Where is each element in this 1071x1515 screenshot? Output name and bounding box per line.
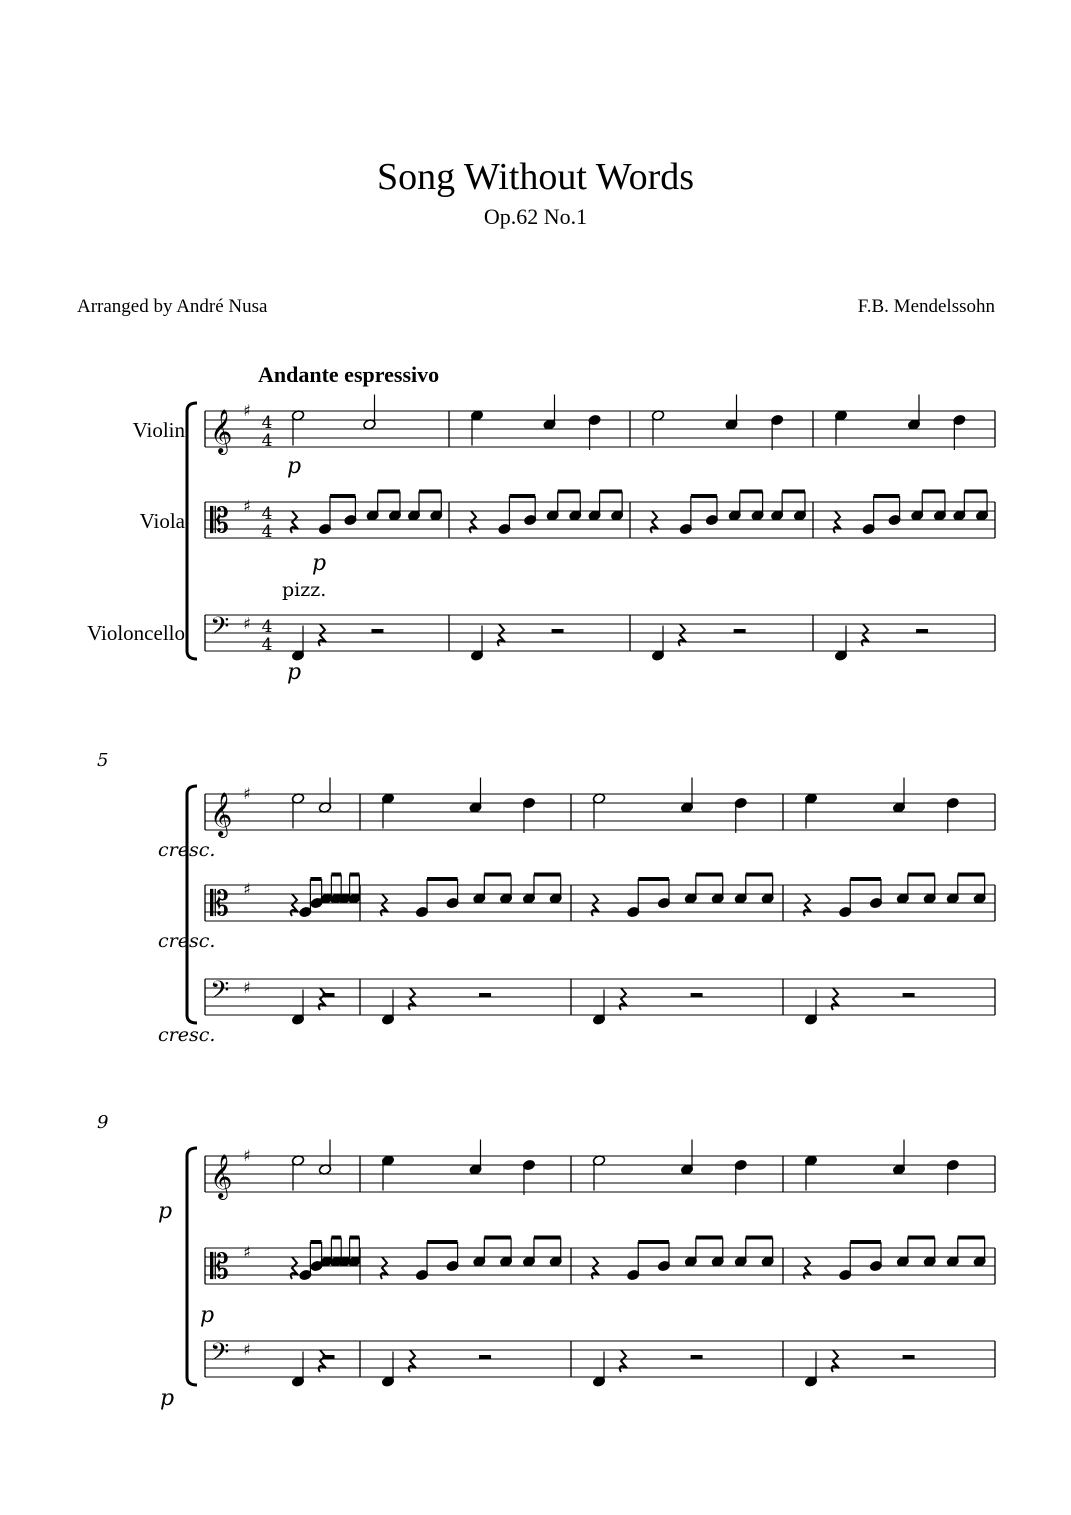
half-rest xyxy=(734,629,746,633)
quarter-rest xyxy=(381,1257,388,1279)
alto-clef: 𝄡 xyxy=(210,1247,229,1287)
quarter-rest xyxy=(291,1257,298,1279)
opus-subtitle: Op.62 No.1 xyxy=(483,204,588,229)
treble-clef: 𝄞 xyxy=(210,792,233,836)
instrument-label-violoncello: Violoncello xyxy=(87,621,185,645)
sharp-sign: ♯ xyxy=(243,401,251,420)
instrument-label-viola: Viola xyxy=(139,509,185,533)
half-rest xyxy=(371,629,383,633)
quarter-rest xyxy=(592,1257,599,1279)
half-rest xyxy=(903,993,915,997)
quarter-rest xyxy=(470,511,477,533)
quarter-rest xyxy=(381,894,388,916)
quarter-rest xyxy=(498,624,505,646)
sharp-sign: ♯ xyxy=(243,1146,251,1165)
composer-credit: F.B. Mendelssohn xyxy=(857,296,995,317)
treble-clef: 𝄞 xyxy=(210,409,233,453)
bass-clef: 𝄢 xyxy=(210,612,230,647)
sharp-sign: ♯ xyxy=(243,1340,251,1359)
time-sig-top: 4 xyxy=(261,617,273,637)
half-rest xyxy=(323,1355,335,1359)
half-rest xyxy=(479,1355,491,1359)
dynamic-p-violin: p xyxy=(158,1199,173,1224)
quarter-rest xyxy=(832,988,839,1010)
arranger-credit: Arranged by André Nusa xyxy=(77,296,268,317)
cello-staff xyxy=(205,612,995,661)
pizz-marking: pizz. xyxy=(282,579,327,601)
violin-staff xyxy=(205,395,995,456)
half-rest xyxy=(691,1355,703,1359)
time-sig-bottom: 4 xyxy=(261,431,273,451)
measure-number: 5 xyxy=(97,750,109,771)
quarter-rest xyxy=(319,624,326,646)
alto-clef: 𝄡 xyxy=(210,884,229,924)
time-sig-top: 4 xyxy=(261,413,273,433)
quarter-rest xyxy=(620,1350,627,1372)
sharp-sign: ♯ xyxy=(243,1242,251,1262)
viola-staff xyxy=(205,875,995,925)
time-sig-top: 4 xyxy=(261,504,273,524)
quarter-rest xyxy=(679,624,686,646)
cresc-viola: cresc. xyxy=(158,930,216,952)
quarter-rest xyxy=(291,511,298,533)
time-sig-bottom: 4 xyxy=(261,635,273,655)
quarter-rest xyxy=(409,988,416,1010)
quarter-rest xyxy=(319,1350,326,1372)
viola-staff xyxy=(205,1238,995,1288)
quarter-rest xyxy=(804,1257,811,1279)
sharp-sign: ♯ xyxy=(243,496,251,516)
quarter-rest xyxy=(834,511,841,533)
measure-number: 9 xyxy=(97,1112,109,1133)
quarter-rest xyxy=(592,894,599,916)
quarter-rest xyxy=(620,988,627,1010)
violin-staff xyxy=(205,778,995,839)
dynamic-p-cello: p xyxy=(287,660,302,685)
system-3 xyxy=(97,1112,995,1411)
treble-clef: 𝄞 xyxy=(210,1154,233,1198)
system-1 xyxy=(187,395,995,686)
cello-staff xyxy=(205,1338,995,1387)
alto-clef: 𝄡 xyxy=(210,501,229,541)
quarter-rest xyxy=(651,511,658,533)
cello-staff xyxy=(205,976,995,1025)
tempo-marking: Andante espressivo xyxy=(258,362,440,387)
dynamic-p-violin: p xyxy=(287,454,302,479)
sharp-sign: ♯ xyxy=(243,614,251,633)
time-sig-bottom: 4 xyxy=(261,522,273,542)
sharp-sign: ♯ xyxy=(243,978,251,997)
piece-title: Song Without Words xyxy=(376,156,695,198)
bass-clef: 𝄢 xyxy=(210,1338,230,1373)
sharp-sign: ♯ xyxy=(243,879,251,899)
systems-layer xyxy=(97,395,995,1412)
half-rest xyxy=(903,1355,915,1359)
system-bracket xyxy=(187,786,197,1023)
half-rest xyxy=(691,993,703,997)
system-bracket xyxy=(187,1148,197,1385)
system-2 xyxy=(97,750,995,1046)
bass-clef: 𝄢 xyxy=(210,976,230,1011)
instrument-label-violin: Violin xyxy=(132,418,185,442)
quarter-rest xyxy=(291,894,298,916)
half-rest xyxy=(552,629,564,633)
viola-staff xyxy=(205,492,995,543)
quarter-rest xyxy=(862,624,869,646)
quarter-rest xyxy=(804,894,811,916)
quarter-rest xyxy=(409,1350,416,1372)
half-rest xyxy=(916,629,928,633)
system-bracket xyxy=(187,403,197,659)
quarter-rest xyxy=(832,1350,839,1372)
cresc-cello: cresc. xyxy=(158,1024,216,1046)
dynamic-p-viola: p xyxy=(312,551,327,576)
half-rest xyxy=(323,993,335,997)
sharp-sign: ♯ xyxy=(243,784,251,803)
dynamic-p-viola: p xyxy=(200,1303,215,1328)
half-rest xyxy=(479,993,491,997)
cresc-violin: cresc. xyxy=(158,839,216,861)
violin-staff xyxy=(205,1140,995,1201)
dynamic-p-cello: p xyxy=(160,1386,175,1411)
quarter-rest xyxy=(319,988,326,1010)
